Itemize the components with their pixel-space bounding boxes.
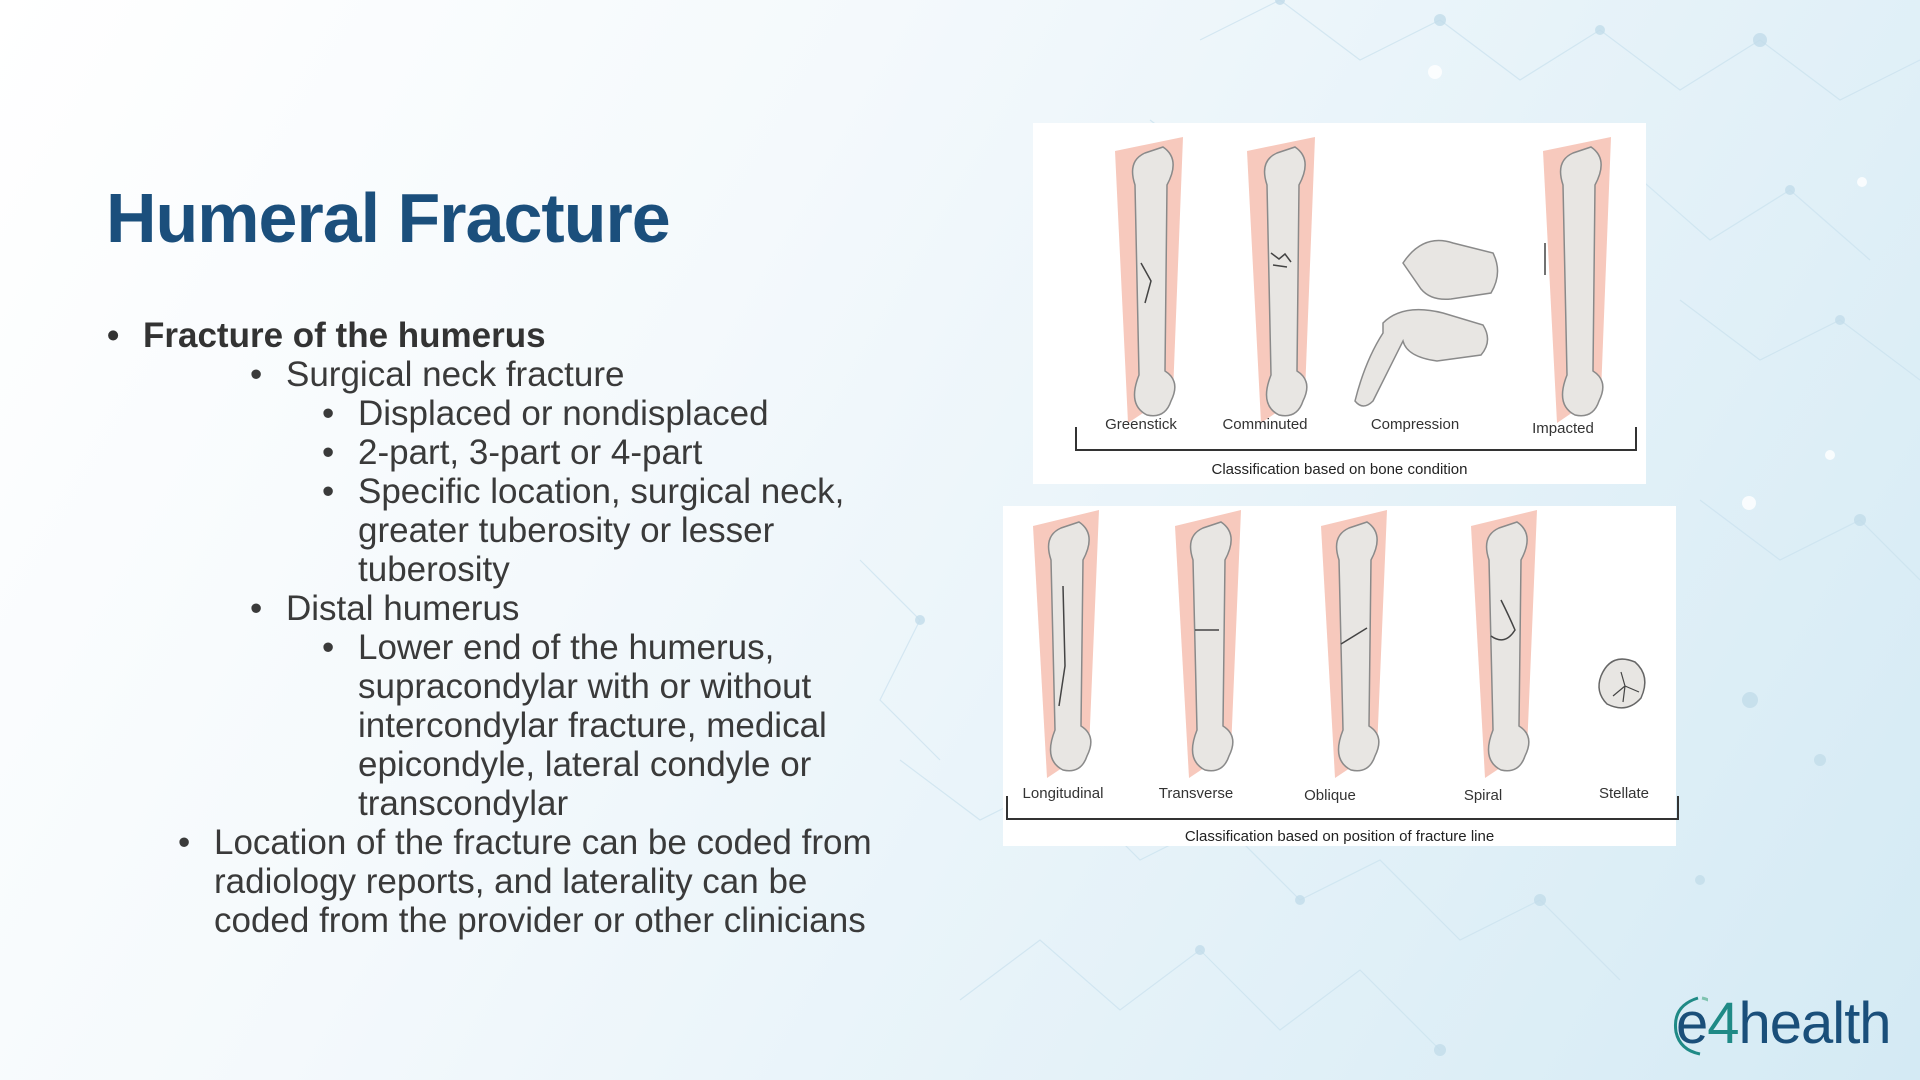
logo-prefix: e <box>1676 991 1708 1056</box>
bullet-item <box>322 472 845 589</box>
stellate-fracture-drawing <box>1599 659 1645 708</box>
bullet-text-line: coded from the provider or other clinicians <box>214 901 866 940</box>
humerus-greenstick-drawing <box>1115 137 1183 423</box>
figure-caption: Classification based on bone condition <box>1211 461 1468 478</box>
figure-label: Impacted <box>1532 420 1594 437</box>
bullet-text-line: intercondylar fracture, medical <box>358 706 827 745</box>
figure-label: Compression <box>1370 416 1460 433</box>
bullet-glyph: • <box>178 823 191 862</box>
bullet-item <box>322 628 827 823</box>
bullet-text-line: greater tuberosity or lesser <box>358 511 775 550</box>
bullet-text-line: Location of the fracture can be coded from <box>214 823 872 862</box>
humerus-oblique-drawing <box>1321 510 1387 778</box>
bullet-text: 2-part, 3-part or 4-part <box>358 433 703 472</box>
bullet-text-line: radiology reports, and laterality can be <box>214 862 808 901</box>
bullet-item <box>322 394 769 433</box>
figure-label: Spiral <box>1463 787 1503 804</box>
figure-bracket <box>1075 427 1637 451</box>
bullet-item <box>178 823 872 940</box>
bullet-glyph: • <box>250 355 263 394</box>
bullet-glyph: • <box>107 316 120 355</box>
logo-digit: 4 <box>1707 991 1739 1056</box>
bullet-text-line: tuberosity <box>358 550 510 589</box>
figure-label: Comminuted <box>1222 416 1308 433</box>
bullet-text: Displaced or nondisplaced <box>358 394 769 433</box>
e4health-logo <box>1668 990 1898 1060</box>
bullet-text-line: Lower end of the humerus, <box>358 628 775 667</box>
bullet-glyph: • <box>250 589 263 628</box>
logo-suffix: health <box>1738 991 1891 1056</box>
figure-fracture-line <box>1003 506 1676 846</box>
humerus-transverse-drawing <box>1175 510 1241 778</box>
figure-label: Longitudinal <box>1022 785 1104 802</box>
bullet-item <box>250 589 520 628</box>
figure-bone-condition <box>1033 123 1646 484</box>
bullet-glyph: • <box>322 472 335 511</box>
bullet-text: Surgical neck fracture <box>286 355 625 394</box>
bullet-text-line: supracondylar with or without <box>358 667 812 706</box>
slide-title: Humeral Fracture <box>106 179 670 257</box>
bullet-text-line: transcondylar <box>358 784 569 823</box>
figure-label: Oblique <box>1304 787 1356 804</box>
bullet-text-line: Specific location, surgical neck, <box>358 472 845 511</box>
bullet-item <box>250 355 625 394</box>
vertebra-compression-drawing <box>1355 241 1498 407</box>
bullet-text: Fracture of the humerus <box>143 316 546 355</box>
humerus-longitudinal-drawing <box>1033 510 1099 778</box>
figure-label: Transverse <box>1158 785 1234 802</box>
humerus-comminuted-drawing <box>1247 137 1315 423</box>
bullet-glyph: • <box>322 433 335 472</box>
bullet-item <box>107 316 546 355</box>
figure-label: Greenstick <box>1105 416 1177 433</box>
bullet-text-line: epicondyle, lateral condyle or <box>358 745 812 784</box>
figure-bracket <box>1006 796 1679 820</box>
humerus-impacted-drawing <box>1543 137 1611 423</box>
bullet-glyph: • <box>322 394 335 433</box>
bullet-text: Distal humerus <box>286 589 520 628</box>
bullet-glyph: • <box>322 628 335 667</box>
figure-caption: Classification based on position of fracture line <box>1184 828 1495 845</box>
figure-label: Stellate <box>1598 785 1650 802</box>
humerus-spiral-drawing <box>1471 510 1537 778</box>
bullet-item <box>322 433 703 472</box>
logo-wordmark <box>1676 990 1891 1057</box>
